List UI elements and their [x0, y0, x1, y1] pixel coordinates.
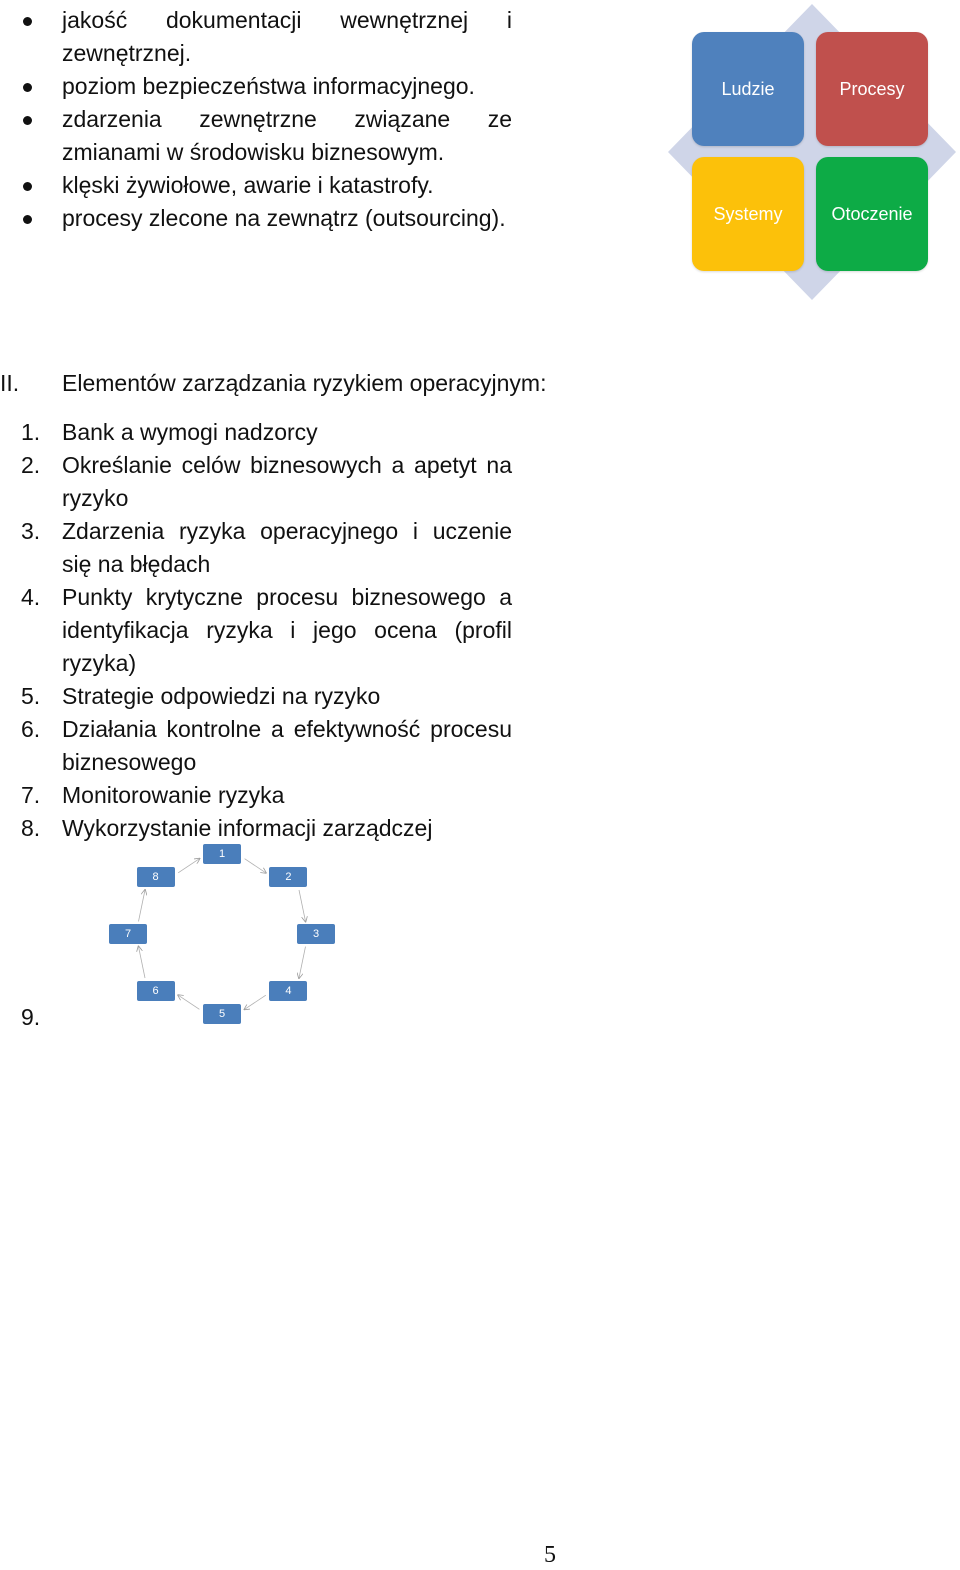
quadrant-systemy	[692, 157, 804, 271]
cycle-node-6: 6	[137, 981, 175, 1001]
cycle-arrow	[178, 859, 199, 873]
bullet-dot-icon	[23, 215, 32, 224]
cycle-arrow	[139, 890, 146, 921]
list-item	[0, 779, 512, 812]
list-item	[0, 713, 512, 779]
quadrant-otoczenie	[816, 157, 928, 271]
cycle-node-3: 3	[297, 924, 335, 944]
list-item-text: Monitorowanie ryzyka	[62, 782, 285, 808]
quadrant-procesy-label: Procesy	[839, 78, 905, 99]
list-item-text: Strategie odpowiedzi na ryzyko	[62, 683, 381, 709]
list-item	[0, 812, 512, 845]
risk-cycle-diagram	[100, 843, 350, 1029]
bullet-dot-icon	[23, 83, 32, 92]
list-item-number-nine: 9.	[21, 1004, 41, 1030]
list-item-text: Punkty krytyczne procesu biznesowego a identyfikacja ryzyka i jego ocena (profil ryzyka)	[62, 584, 512, 676]
bullet-item	[0, 70, 512, 103]
bullet-dot-icon	[23, 182, 32, 191]
list-item-number: 3.	[21, 518, 41, 544]
cycle-node-1: 1	[203, 844, 241, 864]
bullet-text: poziom bezpieczeństwa informacyjnego.	[62, 73, 475, 99]
list-item	[0, 515, 512, 581]
cycle-arrow	[245, 995, 266, 1009]
list-item-number: 6.	[21, 716, 41, 742]
quadrant-ludzie-label: Ludzie	[721, 78, 775, 99]
bullet-item	[0, 4, 512, 70]
cycle-arrow	[299, 947, 306, 978]
list-item	[0, 680, 512, 713]
cycle-node-8: 8	[137, 867, 175, 887]
risk-areas-diagram	[664, 2, 960, 302]
list-item-text: Określanie celów biznesowych a apetyt na ryzyko	[62, 452, 512, 511]
page-number: 5	[544, 1542, 556, 1568]
bullet-text: zdarzenia zewnętrzne związane ze zmianami w środowisku biznesowym.	[62, 106, 512, 165]
list-item-number: 4.	[21, 584, 41, 610]
list-item-number: 2.	[21, 452, 41, 478]
numbered-list	[0, 416, 512, 845]
bullet-text: klęski żywiołowe, awarie i katastrofy.	[62, 172, 434, 198]
quadrant-ludzie	[692, 32, 804, 146]
bullet-dot-icon	[23, 17, 32, 26]
section-number: II.	[0, 370, 20, 396]
cycle-arrow	[178, 995, 199, 1009]
list-item	[0, 449, 512, 515]
list-item-number: 5.	[21, 683, 41, 709]
list-item-number: 1.	[21, 419, 41, 445]
quadrant-procesy	[816, 32, 928, 146]
list-item	[0, 581, 512, 680]
bullet-list	[0, 4, 512, 235]
cycle-arrow	[139, 947, 146, 978]
cycle-node-2: 2	[269, 867, 307, 887]
quadrant-otoczenie-label: Otoczenie	[831, 203, 913, 224]
bullet-text: procesy zlecone na zewnątrz (outsourcing).	[62, 205, 506, 231]
cycle-node-5: 5	[203, 1004, 241, 1024]
bullet-item	[0, 103, 512, 169]
cycle-node-4: 4	[269, 981, 307, 1001]
quadrant-systemy-label: Systemy	[713, 203, 783, 224]
list-item-text: Bank a wymogi nadzorcy	[62, 419, 318, 445]
bullet-text: jakość dokumentacji wewnętrznej i zewnętrznej.	[62, 7, 512, 66]
list-item-text: Zdarzenia ryzyka operacyjnego i uczenie się na błędach	[62, 518, 512, 577]
cycle-arrow	[299, 890, 306, 921]
bullet-dot-icon	[23, 116, 32, 125]
list-item-text: Działania kontrolne a efektywność procesu biznesowego	[62, 716, 512, 775]
section-title: Elementów zarządzania ryzykiem operacyjnym:	[62, 370, 547, 396]
list-item-text: Wykorzystanie informacji zarządczej	[62, 815, 433, 841]
list-item-number: 8.	[21, 815, 41, 841]
list-item	[0, 416, 512, 449]
bullet-item	[0, 169, 512, 202]
list-item-number: 7.	[21, 782, 41, 808]
cycle-node-7: 7	[109, 924, 147, 944]
bullet-item	[0, 202, 512, 235]
cycle-arrow	[245, 859, 266, 873]
